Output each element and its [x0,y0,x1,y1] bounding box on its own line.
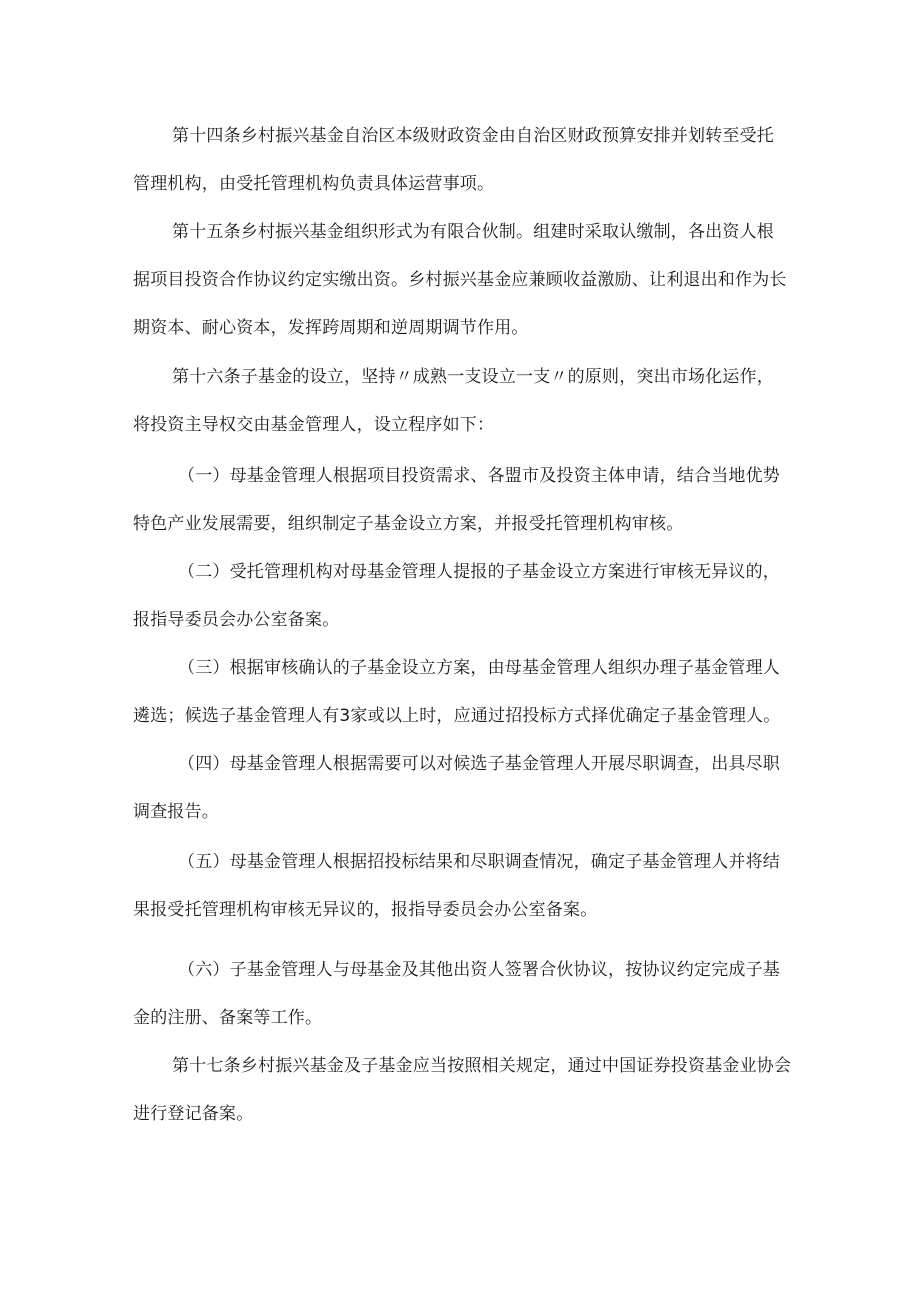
text-line: （一）母基金管理人根据项目投资需求、各盟市及投资主体申请，结合当地优势 [178,466,780,486]
text-line: （二）受托管理机构对母基金管理人提报的子基金设立方案进行审核无异议的， [178,562,780,582]
text-line: 报指导委员会办公室备案。 [133,610,340,630]
text-line: 将投资主导权交由基金管理人，设立程序如下： [133,415,495,435]
text-line: 第十四条乡村振兴基金自治区本级财政资金由自治区财政预算安排并划转至受托 [172,126,774,146]
text-line: 遴选；候选子基金管理人有3家或以上时，应通过招投标方式择优确定子基金管理人。 [133,706,781,726]
text-line: 果报受托管理机构审核无异议的，报指导委员会办公室备案。 [133,900,598,920]
text-line: 第十六条子基金的设立，坚持〃成熟一支设立一支〃的原则，突出市场化运作， [172,367,774,387]
text-line: 特色产业发展需要，组织制定子基金设立方案，并报受托管理机构审核。 [133,514,684,534]
text-line: 第十七条乡村振兴基金及子基金应当按照相关规定，通过中国证券投资基金业协会 [172,1056,792,1076]
text-line: 第十五条乡村振兴基金组织形式为有限合伙制。组建时采取认缴制，各出资人根 [172,222,774,242]
text-line: （六）子基金管理人与母基金及其他出资人签署合伙协议，按协议约定完成子基 [178,960,780,980]
text-line: （五）母基金管理人根据招投标结果和尽职调查情况，确定子基金管理人并将结 [178,852,780,872]
text-line: 金的注册、备案等工作。 [133,1008,323,1028]
text-line: 期资本、耐心资本，发挥跨周期和逆周期调节作用。 [133,318,529,338]
text-line: 据项目投资合作协议约定实缴出资。乡村振兴基金应兼顾收益激励、让利退出和作为长 [133,270,787,290]
text-line: 进行登记备案。 [133,1104,254,1124]
text-line: （三）根据审核确认的子基金设立方案，由母基金管理人组织办理子基金管理人 [178,658,780,678]
text-line: （四）母基金管理人根据需要可以对候选子基金管理人开展尽职调查，出具尽职 [178,754,780,774]
text-line: 调查报告。 [133,802,219,822]
text-line: 管理机构，由受托管理机构负责具体运营事项。 [133,174,495,194]
